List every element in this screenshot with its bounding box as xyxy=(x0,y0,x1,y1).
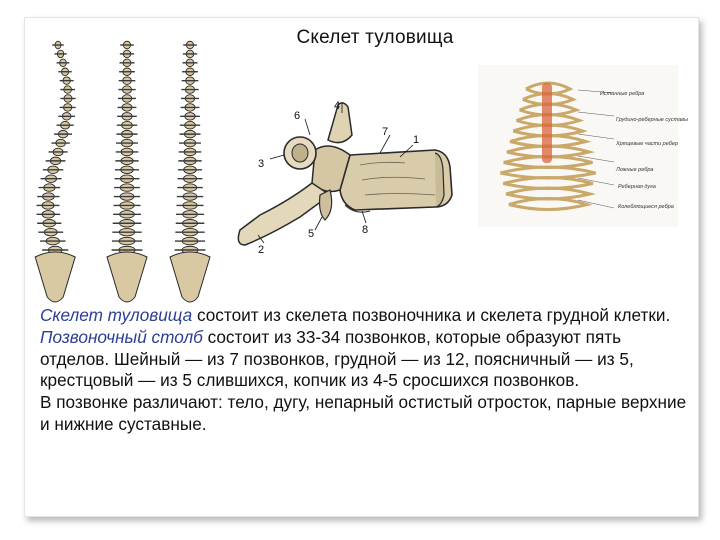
sternum xyxy=(542,83,552,163)
spine-side-vertebra xyxy=(37,193,59,201)
spine-side-vertebra xyxy=(43,166,63,174)
spine-back-vertebra xyxy=(181,86,198,94)
spine-front-vertebra xyxy=(114,193,140,201)
spine-front-vertebra xyxy=(116,148,139,156)
spine-side-vertebra xyxy=(51,139,69,147)
spine-back-vertebra xyxy=(175,228,204,236)
spine-back-vertebra xyxy=(177,184,203,192)
spine-front-vertebra xyxy=(114,184,140,192)
spine-side-vertebra xyxy=(60,86,75,94)
spine-side-vertebra xyxy=(55,50,67,58)
spine-front-vertebra xyxy=(117,113,137,121)
spine-front-vertebra xyxy=(115,157,138,165)
vertebra-illustration xyxy=(230,95,470,270)
spine-back-vertebra xyxy=(182,77,199,85)
rib-label-floating-ribs: Колеблющиеся ребра xyxy=(618,204,674,210)
spine-back-vertebra xyxy=(182,68,198,76)
spine-back-vertebra xyxy=(177,193,203,201)
ribcage-drawing xyxy=(478,65,689,227)
spine-front-vertebra xyxy=(120,50,134,58)
rib-label-false-ribs: Ложные ребра xyxy=(616,167,654,173)
spine-side-vertebra xyxy=(58,68,71,76)
spine-front-vertebra xyxy=(119,68,135,76)
spine-side-vertebra xyxy=(58,113,75,121)
vertebra-label-7: 7 xyxy=(382,126,389,138)
paragraph-trunk-skeleton-text: состоит из скелета позвоночника и скелета грудной клетки. xyxy=(192,305,671,325)
vertebra-label-5: 5 xyxy=(308,228,315,240)
spine-back-vertebra xyxy=(175,237,205,245)
spine-back-vertebra xyxy=(176,211,204,219)
spine-back-vertebra xyxy=(176,220,205,228)
spine-side-vertebra xyxy=(41,175,62,183)
spine-drawing xyxy=(30,35,220,310)
spine-back-vertebra xyxy=(180,113,200,121)
spine-front-vertebra xyxy=(113,202,140,210)
spine-front-vertebra xyxy=(118,95,136,103)
spine-front-vertebra xyxy=(118,86,135,94)
spine-back-vertebra xyxy=(182,59,197,67)
ribcage-illustration xyxy=(478,65,689,227)
spine-front-vertebra xyxy=(112,237,142,245)
spine-back-vertebra xyxy=(178,175,203,183)
spine-back-vertebra xyxy=(183,50,197,58)
spine-back-vertebra xyxy=(180,121,200,129)
spine-front-vertebra xyxy=(119,77,136,85)
spine-front-vertebra xyxy=(115,175,140,183)
vertebra-label-4: 4 xyxy=(334,100,341,112)
spine-back-vertebra xyxy=(179,148,202,156)
spine-side-vertebra xyxy=(46,157,66,165)
spine-illustration xyxy=(30,35,220,310)
spine-back-vertebra xyxy=(178,157,201,165)
vertebra-label-6: 6 xyxy=(294,110,301,122)
spine-front-vertebra xyxy=(118,104,137,112)
spine-back-vertebra xyxy=(176,202,203,210)
spine-front-vertebra xyxy=(117,121,137,129)
spine-front-vertebra xyxy=(120,41,134,49)
rib-leader-line xyxy=(578,134,614,139)
body-text xyxy=(40,305,690,436)
spine-back-vertebra xyxy=(183,41,197,49)
spine-back-vertebra xyxy=(178,166,202,174)
spine-side-vertebra xyxy=(60,95,75,103)
spine-side-vertebra xyxy=(37,220,61,228)
spine-side-vertebra xyxy=(49,148,68,156)
paragraph-vertebra-parts: В позвонке различают: тело, дугу, непарный остистый отросток, парные верхние и нижние суставные. xyxy=(40,392,687,434)
spine-front-vertebra xyxy=(115,166,139,174)
paragraph-spinal-column xyxy=(40,327,690,392)
paragraph-trunk-skeleton xyxy=(40,305,690,327)
vertebra-label-3: 3 xyxy=(258,158,265,170)
spine-front-vertebra xyxy=(113,211,141,219)
spine-side-vertebra xyxy=(54,130,72,138)
spine-side-vertebra xyxy=(57,121,74,129)
rib-leader-line xyxy=(578,112,614,116)
spine-front-vertebra xyxy=(119,59,134,67)
spine-side-vertebra xyxy=(40,237,65,245)
vertebra-label-1: 1 xyxy=(413,134,420,146)
rib-label-costal-arch: Реберная дуга xyxy=(618,184,656,190)
term-trunk-skeleton: Скелет туловища xyxy=(40,305,193,325)
spine-front-vertebra xyxy=(116,130,137,138)
spine-back-vertebra xyxy=(179,130,200,138)
spine-side-vertebra xyxy=(60,77,74,85)
spine-front-vertebra xyxy=(112,228,141,236)
spine-back-vertebra xyxy=(181,95,199,103)
spine-back-vertebra xyxy=(179,139,201,147)
spine-front-vertebra xyxy=(116,139,138,147)
spine-side-vertebra xyxy=(39,184,61,192)
paragraph-spinal-column-text: состоит из 33-34 позвонков, которые образуют пять отделов. Шейный — из 7 позвонков, грудной — из 12, поясничный — из 5, крестцовый — из 5 слившихся, копчик из 4-5 сросшихся позвонков. xyxy=(40,326,634,391)
spine-side-vertebra xyxy=(38,228,63,236)
spine-side-vertebra xyxy=(37,202,60,210)
rib-label-sternocostal-joints: Грудино-реберные суставы xyxy=(616,117,689,123)
rib-label-true-ribs: Истинные ребра xyxy=(600,91,645,97)
vertebra-label-2: 2 xyxy=(258,244,265,256)
spine-side-vertebra xyxy=(52,41,63,49)
spine-front-sacrum xyxy=(107,252,147,302)
spine-front-vertebra xyxy=(113,220,142,228)
spine-side-vertebra xyxy=(60,104,76,112)
vertebra-label-8: 8 xyxy=(362,224,369,236)
term-spinal-column: Позвоночный столб xyxy=(40,326,203,347)
spine-back-sacrum xyxy=(170,252,210,302)
spine-side-sacrum xyxy=(35,252,75,302)
rib-label-costal-cartilages: Хрящевые части ребер xyxy=(616,141,679,147)
spine-side-vertebra xyxy=(37,211,61,219)
spine-back-vertebra xyxy=(181,104,200,112)
vertebra-drawing xyxy=(230,95,470,270)
slide-title: Скелет туловища xyxy=(296,27,454,48)
spine-side-vertebra xyxy=(57,59,70,67)
